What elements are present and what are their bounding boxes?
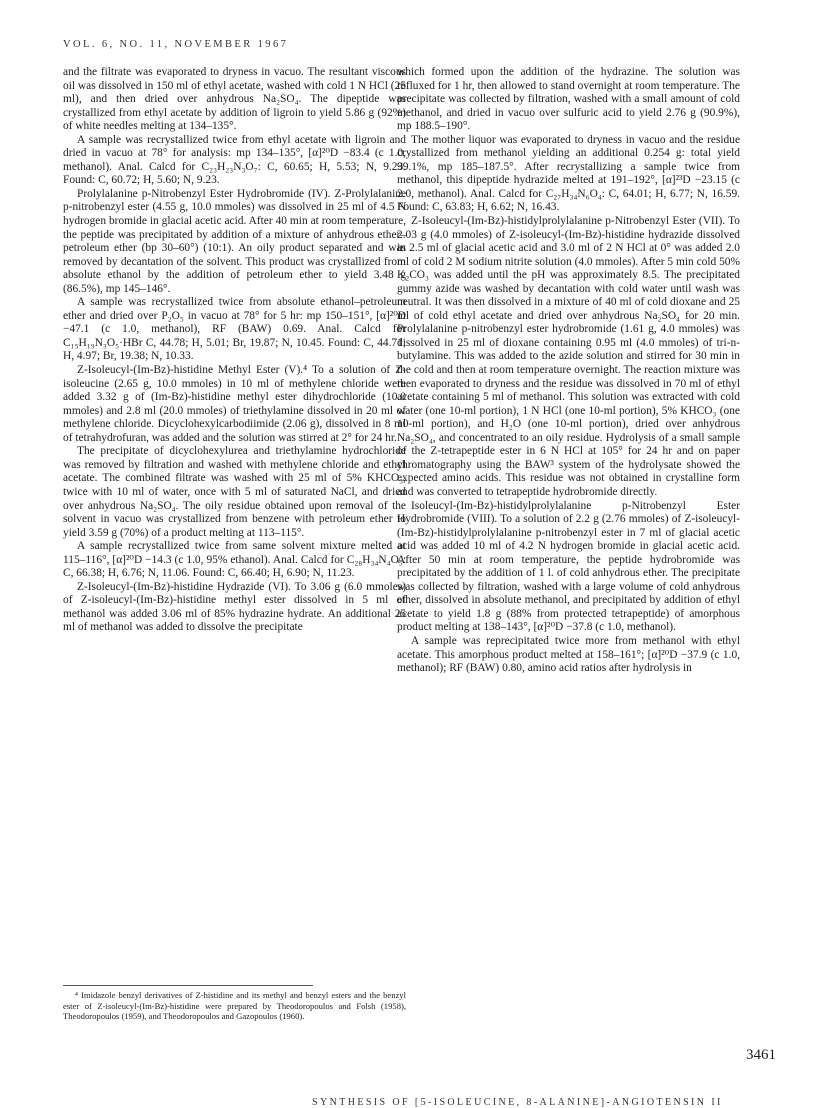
right-column xyxy=(397,66,740,676)
paragraph: Z-Isoleucyl-(Im-Bz)-histidylprolylalanine p-Nitrobenzyl Ester (VII). To 2.03 g (4.0 mmoles) of Z-isoleucyl-(Im-Bz)-histidine hydrazide dissolved in 2.5 ml of glacial acetic acid and 3.0 ml of 2 N HCl at 0° was added 2.0 ml of cold 2 M sodium nitrite solution (4.0 mmoles). After 5 min cold 50% K₂CO₃ was added until the pH was approximately 8.5. The precipitated gummy azide was washed by decantation with cold water until wash was neutral. It was then dissolved in a mixture of 40 ml of cold dioxane and 25 ml of cold ethyl acetate and dried over anhydrous Na₂SO₄ for 20 min. Prolylalanine p-nitrobenzyl ester hydrobromide (1.61 g, 4.0 mmoles) was dissolved in 25 ml of dioxane containing 0.95 ml (4.0 mmoles) of tri-n-butylamine. This was added to the azide solution and stirred for 30 min in the cold and then at room temperature overnight. The reaction mixture was then evaporated to dryness and the residue was dissolved in 70 ml of ethyl acetate containing 5 ml of methanol. This solution was extracted with cold water (one 10-ml portion), 1 N HCl (one 10-ml portion), 5% KHCO₃ (one 10-ml portion), and H₂O (one 10-ml portion), dried over anhydrous Na₂SO₄, and concentrated to an oily residue. Hydrolysis of a small sample of the Z-tetrapeptide ester in 6 N HCl at 105° for 24 hr and on paper chromatography using the BAW³ system of the hydrolysate showed the expected amino acids. This residue was not obtained in crystalline form and was converted to tetrapeptide hydrobromide directly. xyxy=(397,215,740,498)
paragraph: Z-Isoleucyl-(Im-Bz)-histidine Hydrazide (VI). To 3.06 g (6.0 mmoles) of Z-isoleucyl-(Im-Bz)-histidine methyl ester dissolved in 5 ml of methanol was added 3.06 ml of 85% hydrazine hydrate. An additional 25 ml of methanol was added to dissolve the precipitate xyxy=(63,580,406,634)
running-head: VOL. 6, NO. 11, NOVEMBER 1967 xyxy=(63,39,289,50)
page-number: 3461 xyxy=(746,1047,776,1063)
paragraph: The precipitate of dicyclohexylurea and triethylamine hydrochloride was removed by filtration and washed with methylene chloride and ethyl acetate. The combined filtrate was washed with 25 ml of 5% KHCO₃, twice with 10 ml of water, once with 5 ml of saturated NaCl, and dried over anhydrous Na₂SO₄. The oily residue obtained upon removal of the solvent in vacuo was crystallized from benzene with petroleum ether to yield 3.59 g (70%) of a product melting at 113–115°. xyxy=(63,445,406,539)
paragraph: Prolylalanine p-Nitrobenzyl Ester Hydrobromide (IV). Z-Prolylalanine p-nitrobenzyl ester (4.55 g, 10.0 mmoles) was dissolved in 25 ml of 4.5 N hydrogen bromide in glacial acetic acid. After 40 min at room temperature, the peptide was precipitated by addition of a mixture of anhydrous ether–petroleum ether (bp 30–60°) (10:1). An oily product separated and was removed by decantation of the solvent. This product was crystallized from absolute ethanol by the addition of petroleum ether to yield 3.48 g (86.5%), mp 145–146°. xyxy=(63,187,406,295)
paragraph: The mother liquor was evaporated to dryness in vacuo and the residue crystallized from methanol yielding an additional 0.254 g: total yield 99.1%, mp 185–187.5°. After recrystallizing a sample twice from methanol, this dipeptide hydrazide melted at 191–192°, [α]²³D −23.15 (c 2.0, methanol). Anal. Calcd for C₂₇H₃₄N₆O₄: C, 64.01; H, 6.77; N, 16.59. Found: C, 63.83; H, 6.62; N, 16.43. xyxy=(397,133,740,214)
running-foot: SYNTHESIS OF [5-ISOLEUCINE, 8-ALANINE]-ANGIOTENSIN II xyxy=(312,1097,723,1108)
paragraph: which formed upon the addition of the hydrazine. The solution was refluxed for 1 hr, then allowed to stand overnight at room temperature. The precipitate was collected by filtration, washed with a small amount of cold methanol, and dried in vacuo over sulfuric acid to yield 2.76 g (90.9%), mp 188.5–190°. xyxy=(397,66,740,133)
paragraph: and the filtrate was evaporated to dryness in vacuo. The resultant viscous oil was dissolved in 150 ml of ethyl acetate, washed with cold 1 N HCl (25 ml), and then dried over anhydrous Na₂SO₄. The dipeptide was crystallized from ethyl acetate by addition of ligroin to yield 5.86 g (92%) of white needles melting at 134–135°. xyxy=(63,66,406,133)
paragraph: Isoleucyl-(Im-Bz)-histidylprolylalanine p-Nitrobenzyl Ester Hydrobromide (VIII). To a solution of 2.2 g (2.76 mmoles) of Z-isoleucyl-(Im-Bz)-histidylprolylalanine p-nitrobenzyl ester in 7 ml of glacial acetic acid was added 10 ml of 4.2 N hydrogen bromide in glacial acetic acid. After 50 min at room temperature, the peptide hydrobromide was precipitated by the addition of 1 l. of cold anhydrous ether. The precipitate was collected by filtration, washed with a large volume of cold anhydrous ether, dissolved in absolute methanol, and precipitated by addition of ethyl acetate to yield 1.8 g (88% from protected tetrapeptide) of amorphous product melting at 138–143°, [α]²⁰D −37.8 (c 1.0, methanol). xyxy=(397,499,740,634)
paragraph: A sample was recrystallized twice from absolute ethanol–petroleum ether and dried over P₂O₅ in vacuo at 78° for 5 hr: mp 150–151°, [α]²⁰D −47.1 (c 1.0, methanol), RF (BAW) 0.69. Anal. Calcd for C₁₅H₁₉N₃O₅·HBr C, 44.78; H, 5.01; Br, 19.87; N, 10.45. Found: C, 44.71; H, 4.97; Br, 19.38; N, 10.33. xyxy=(63,296,406,363)
paragraph: A sample recrystallized twice from same solvent mixture melted at 115–116°, [α]²⁰D −14.3 (c 1.0, 95% ethanol). Anal. Calcd for C₂₈H₃₄N₄O₅: C, 66.38; H, 6.76; N, 11.06. Found: C, 66.40; H, 6.90; N, 11.23. xyxy=(63,540,406,580)
footnote-divider xyxy=(63,985,313,986)
paragraph: A sample was reprecipitated twice more from methanol with ethyl acetate. This amorphous product melted at 158–161°; [α]²⁰D −37.9 (c 1.0, methanol); RF (BAW) 0.80, amino acid ratios after hydrolysis in xyxy=(397,634,740,675)
left-column xyxy=(63,66,406,635)
paragraph: A sample was recrystallized twice from ethyl acetate with ligroin and dried in vacuo at 78° for analysis: mp 134–135°, [α]²⁰D −83.4 (c 1.0, methanol). Anal. Calcd for C₂₃H₂₃N₃O₇: C, 60.65; H, 5.53; N, 9.23. Found: C, 60.72; H, 5.60; N, 9.23. xyxy=(63,133,406,187)
footnote: ⁴ Imidazole benzyl derivatives of Z-histidine and its methyl and benzyl esters and the benzyl ester of Z-isoleucyl-(Im-Bz)-histidine were prepared by Theodoropoulos and Folsh (1958), Theodoropoulos (1959), and Theodoropoulos and Gazopoulos (1960). xyxy=(63,990,406,1022)
paragraph: Z-Isoleucyl-(Im-Bz)-histidine Methyl Ester (V).⁴ To a solution of Z-isoleucine (2.65 g, 10.0 mmoles) in 10 ml of methylene chloride were added 3.32 g of (Im-Bz)-histidine methyl ester dihydrochloride (10.0 mmoles) and 2.8 ml (20.0 mmoles) of triethylamine dissolved in 20 ml of methylene chloride. Dicyclohexylcarbodiimide (2.06 g), dissolved in 8 ml of tetrahydrofuran, was added and the solution was stirred at 2° for 24 hr. xyxy=(63,364,406,444)
